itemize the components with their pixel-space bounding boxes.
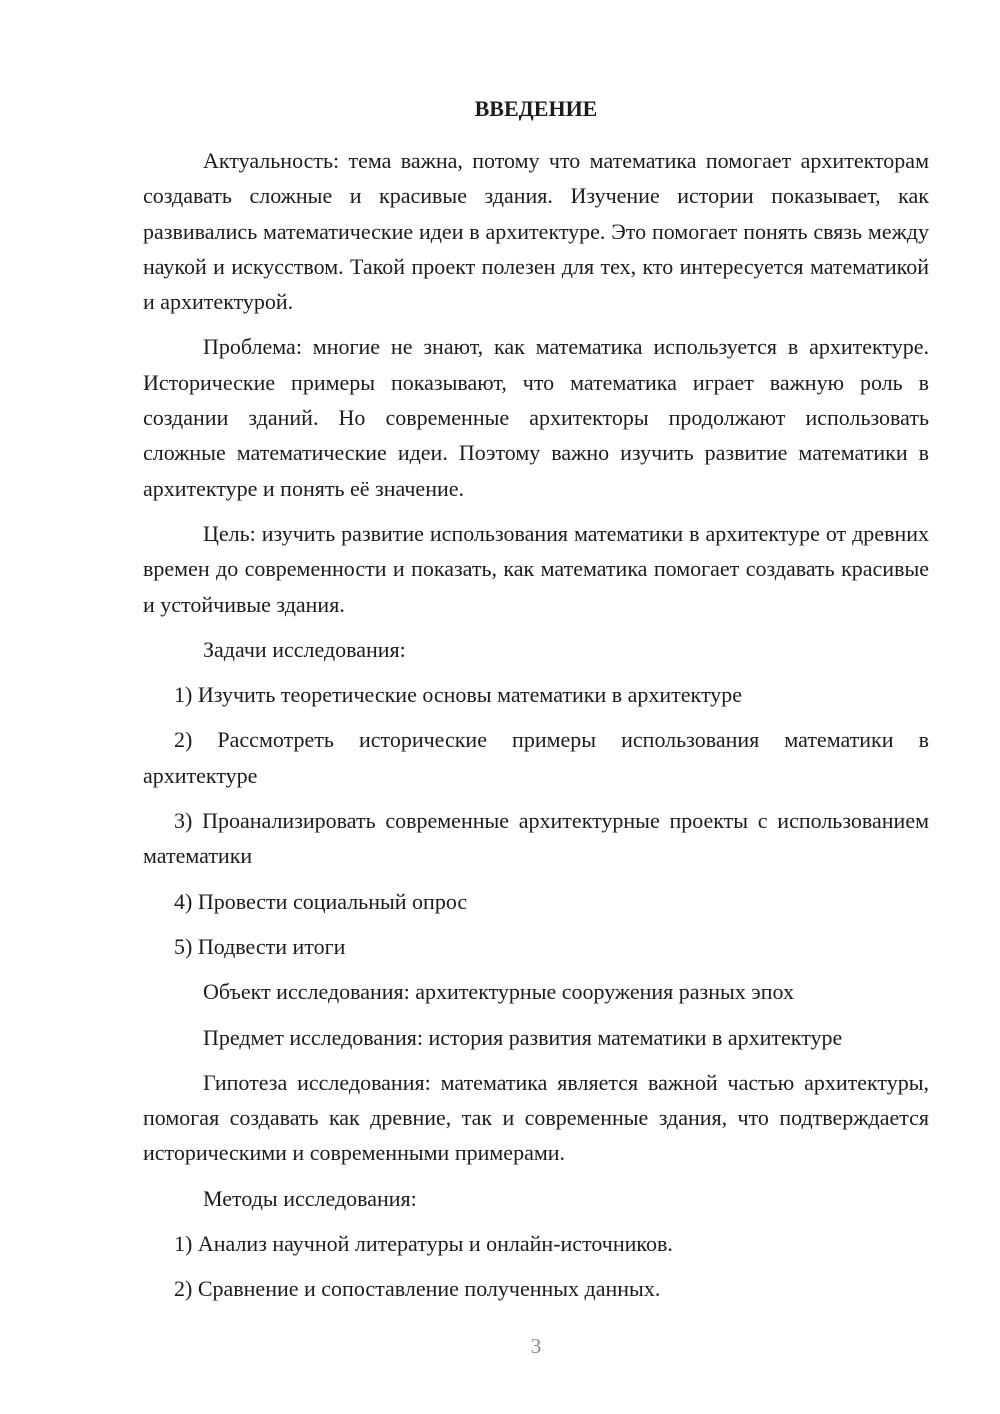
method-item: 2) Сравнение и сопоставление полученных данных. — [174, 1276, 661, 1302]
methods-heading: Методы исследования: — [203, 1185, 417, 1211]
task-item: 1) Изучить теоретические основы математики в архитектуре — [174, 682, 743, 708]
goal-paragraph: Цель: изучить развитие использования математики в архитектуре от древних времен до современности и показать, как математика помогает создавать красивые и устойчивые здания. — [143, 520, 929, 617]
tasks-heading: Задачи исследования: — [203, 636, 406, 662]
problem-paragraph: Проблема: многие не знают, как математика используется в архитектуре. Исторические примеры показывают, что математика играет важную роль в создании зданий. Но современные архитекторы продолжают использовать сложные математические идеи. Поэтому важно изучить развитие математики в архитектуре и понять её значение. — [143, 334, 929, 501]
object-paragraph: Объект исследования: архитектурные сооружения разных эпох — [203, 979, 794, 1005]
subject-paragraph: Предмет исследования: история развития математики в архитектуре — [203, 1024, 843, 1050]
method-item: 1) Анализ научной литературы и онлайн-источников. — [174, 1231, 673, 1257]
task-item: 2) Рассмотреть исторические примеры использования математики в архитектуре — [143, 727, 929, 788]
task-item: 5) Подвести итоги — [174, 933, 346, 959]
task-item: 4) Провести социальный опрос — [174, 888, 468, 914]
relevance-paragraph: Актуальность: тема важна, потому что математика помогает архитекторам создавать сложные и красивые здания. Изучение истории показывает, как развивались математические идеи в архитектуре. Это помогает понять связь между наукой и искусством. Такой проект полезен для тех, кто интересуется математикой и архитектурой. — [143, 148, 929, 315]
section-heading: ВВЕДЕНИЕ — [474, 96, 598, 121]
task-item: 3) Проанализировать современные архитектурные проекты с использованием математики — [143, 808, 929, 869]
page-number: 3 — [530, 1334, 542, 1358]
document-body — [143, 143, 929, 1317]
hypothesis-paragraph: Гипотеза исследования: математика является важной частью архитектуры, помогая создавать как древние, так и современные здания, что подтверждается историческими и современными примерами. — [143, 1069, 929, 1166]
